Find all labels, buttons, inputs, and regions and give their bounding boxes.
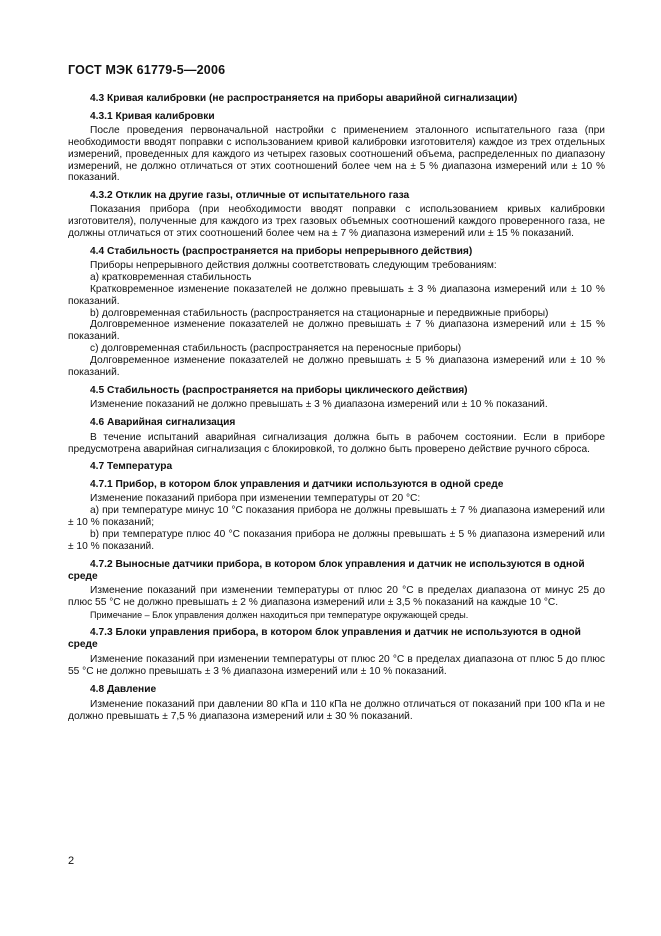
document-header: ГОСТ МЭК 61779-5—2006 [68, 63, 226, 77]
heading-4-8: 4.8 Давление [90, 684, 157, 696]
paragraph: Изменение показаний прибора при изменении температуры от 20 °С: [90, 493, 421, 505]
list-item-c: с) долговременная стабильность (распространяется на переносные приборы) [90, 343, 462, 355]
paragraph: Кратковременное изменение показателей не должно превышать ± 3 % диапазона измерений или ± 10 % показаний. [68, 283, 605, 307]
paragraph: Изменение показаний при давлении 80 кПа и 110 кПа не должно отличаться от показаний при 100 кПа и не должно превышать ± 7,5 % диапазона измерений или ± 30 % показаний. [68, 698, 605, 722]
list-item-b: b) долговременная стабильность (распространяется на стационарные и передвижные приборы) [90, 307, 549, 319]
heading-4-5: 4.5 Стабильность (распространяется на приборы циклического действия) [90, 384, 468, 396]
heading-4-7-2: 4.7.2 Выносные датчики прибора, в котором блок управления и датчик не используются в одной среде [68, 558, 585, 582]
paragraph: После проведения первоначальной настройки с применением эталонного испытательного газа (при необходимости вводят поправки с использованием кривой калибровки изготовителя) каждое из трех отдельных измерений, проведенных для каждого из четырех газовых соотношений объема, распределенных по диапазону измерений, не должно отличаться от этих соотношений более чем на ± 5 % диапазона измерений или ± 10 % показаний. [68, 124, 605, 184]
paragraph: В течение испытаний аварийная сигнализация должна быть в рабочем состоянии. Если в приборе предусмотрена аварийная сигнализация с блокировкой, то должно быть проверено действие ручного сброса. [68, 431, 605, 455]
paragraph: Изменение показаний при изменении температуры от плюс 20 °С в пределах диапазона от плюс 5 до плюс 55 °С не должно превышать ± 3 % диапазона измерений или ± 10 % показаний. [68, 654, 605, 678]
list-item-a: а) при температуре минус 10 °С показания прибора не должны превышать ± 7 % диапазона измерений или ± 10 % показаний; [68, 505, 605, 529]
heading-4-3-2: 4.3.2 Отклик на другие газы, отличные от испытательного газа [90, 190, 410, 202]
heading-4-4: 4.4 Стабильность (распространяется на приборы непрерывного действия) [90, 245, 473, 257]
list-item-a: а) кратковременная стабильность [90, 271, 252, 283]
list-item-b: b) при температуре плюс 40 °С показания прибора не должны превышать ± 5 % диапазона измерений или ± 10 % показаний. [68, 529, 605, 552]
paragraph: Изменение показаний не должно превышать ± 3 % диапазона измерений или ± 10 % показаний. [90, 398, 548, 410]
heading-4-3-1: 4.3.1 Кривая калибровки [90, 110, 215, 122]
page-number: 2 [68, 855, 75, 867]
paragraph: Показания прибора (при необходимости вводят поправки с использованием кривых калибровки изготовителя), полученные для каждого из трех газовых объемных соотношений каждого проверенного газа, не должны отличаться от этих соотношений более чем на ± 7 % диапазона измерений или ± 15 % показаний. [68, 204, 605, 240]
document-body [68, 93, 605, 723]
heading-4-3: 4.3 Кривая калибровки (не распространяется на приборы аварийной сигнализации) [90, 93, 518, 104]
heading-4-6: 4.6 Аварийная сигнализация [90, 416, 236, 428]
paragraph: Изменение показаний при изменении температуры от плюс 20 °С в пределах диапазона от минус 25 до плюс 55 °С не должно превышать ± 2 % диапазона измерений или ± 3,5 % показаний на каждые 10 °С. [68, 584, 605, 608]
paragraph: Приборы непрерывного действия должны соответствовать следующим требованиям: [90, 259, 497, 271]
heading-4-7-3: 4.7.3 Блоки управления прибора, в котором блок управления и датчик не используются в одной среде [68, 627, 581, 651]
paragraph: Долговременное изменение показателей не должно превышать ± 5 % диапазона измерений или ± 10 % показаний. [68, 355, 605, 379]
heading-4-7-1: 4.7.1 Прибор, в котором блок управления и датчики используются в одной среде [90, 479, 504, 491]
heading-4-7: 4.7 Температура [90, 461, 173, 473]
paragraph: Долговременное изменение показателей не должно превышать ± 7 % диапазона измерений или ± 15 % показаний. [68, 319, 605, 343]
note: Примечание – Блок управления должен находиться при температуре окружающей среды. [90, 610, 469, 621]
